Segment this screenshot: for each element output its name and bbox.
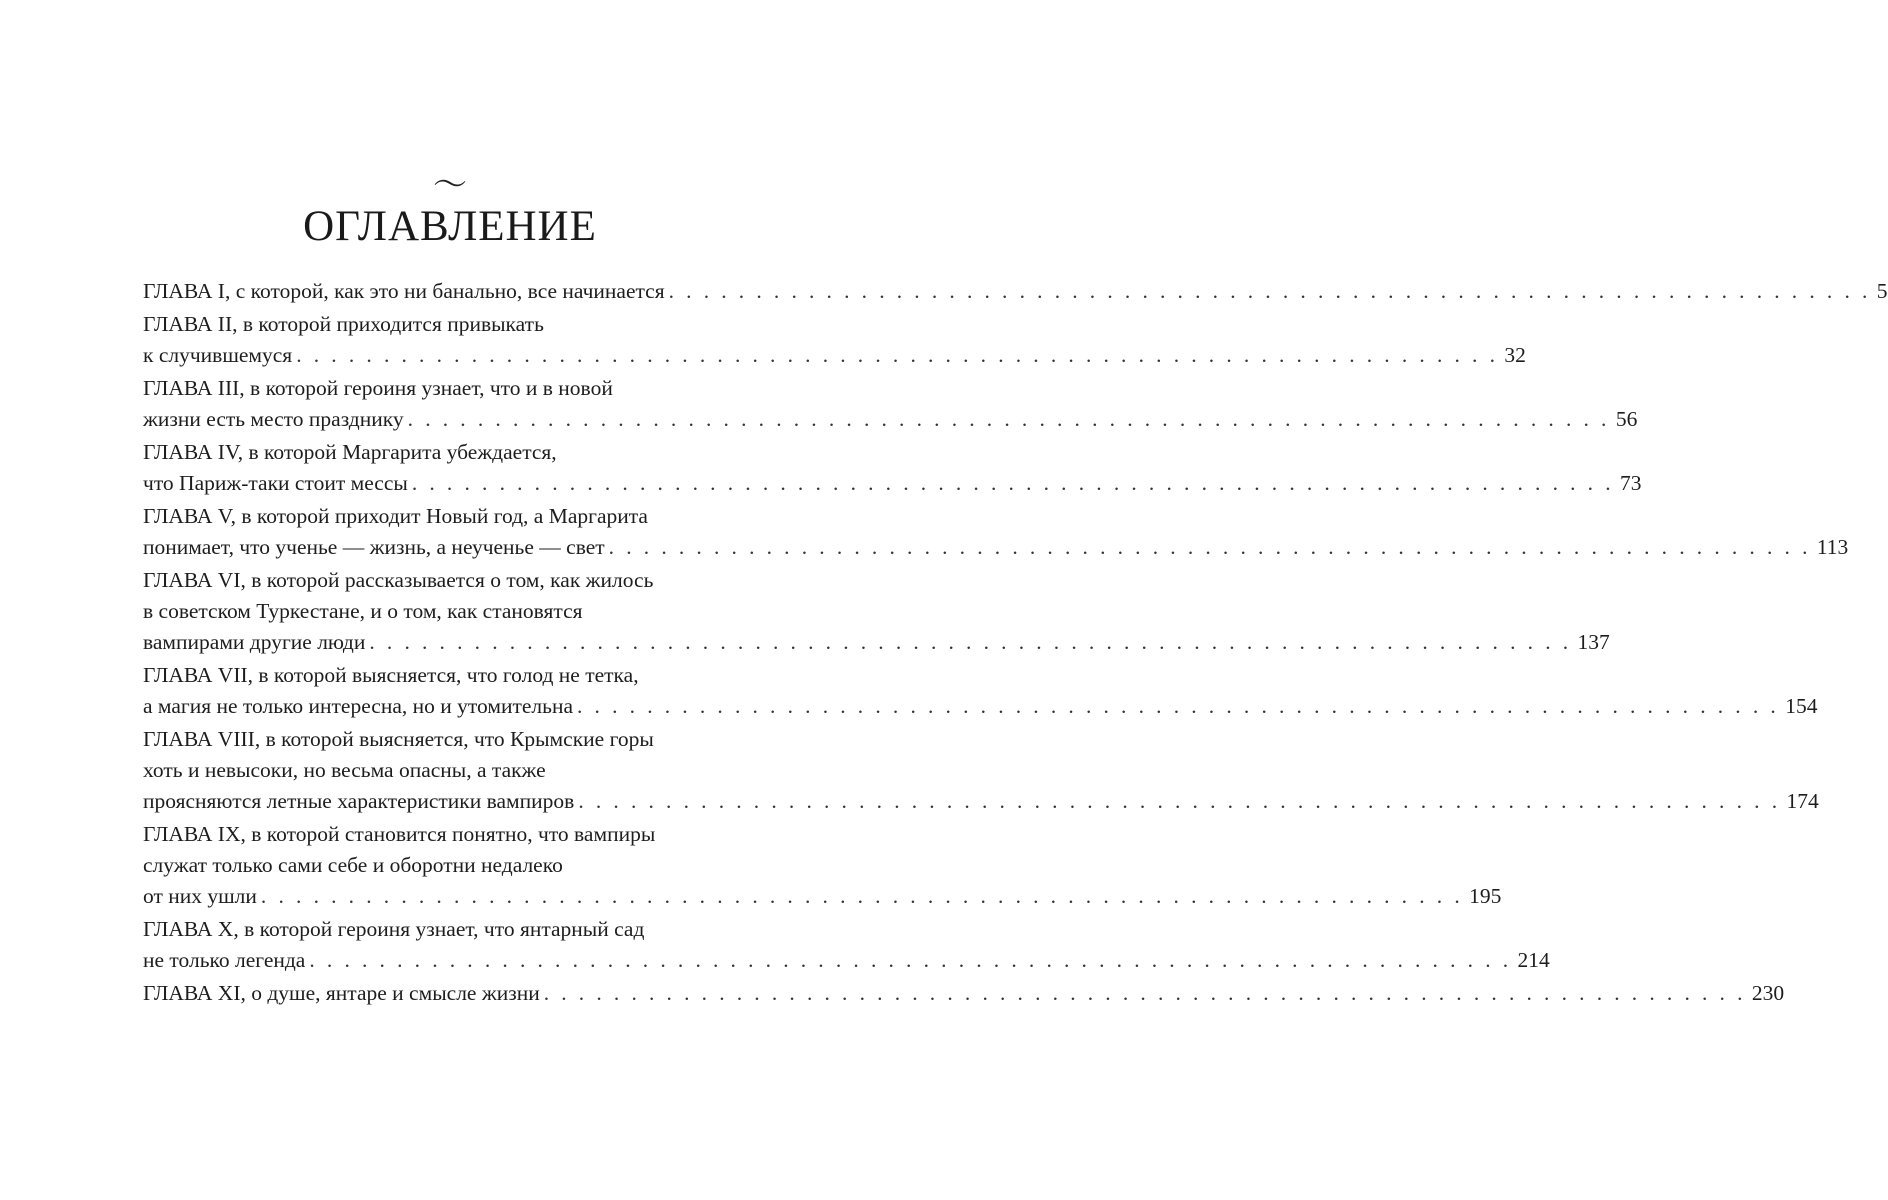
toc-entry-line: от них ушли xyxy=(143,884,257,908)
page-number: 113 xyxy=(1816,535,1849,559)
table-of-contents xyxy=(143,276,1888,1011)
page-number: 73 xyxy=(1620,471,1642,495)
toc-entry xyxy=(143,276,1888,307)
dot-leader: . . . . . . . . . . . . . . . . . . . . . . . . . . . . . . . . . . . . . . . . . . . . . . . . . . . . . . . . . . . . . . . . . . . . . xyxy=(260,884,1464,908)
toc-entry-line: ГЛАВА VII, в которой выясняется, что голод не тетка, xyxy=(143,663,639,687)
toc-entry-last-line xyxy=(143,340,1526,371)
dot-leader: . . . . . . . . . . . . . . . . . . . . . . . . . . . . . . . . . . . . . . . . . . . . . . . . . . . . . . . . . . . . . . . . . . . . . xyxy=(577,694,1780,718)
page-number: 137 xyxy=(1577,630,1610,654)
toc-entry-line: ГЛАВА VIII, в которой выясняется, что Крымские горы xyxy=(143,727,654,751)
dot-leader: . . . . . . . . . . . . . . . . . . . . . . . . . . . . . . . . . . . . . . . . . . . . . . . . . . . . . . . . . . . . . . . . . . . . . xyxy=(407,407,1610,431)
page-number: 56 xyxy=(1615,407,1638,431)
toc-entry xyxy=(143,437,1642,499)
toc-entry-last-line xyxy=(143,404,1638,435)
toc-entry-last-line xyxy=(143,627,1610,658)
toc-entry-line: ГЛАВА IX, в которой становится понятно, что вампиры xyxy=(143,822,656,846)
toc-entry-line: а магия не только интересна, но и утомительна xyxy=(143,694,573,718)
toc-entry-line: служат только сами себе и оборотни недалеко xyxy=(143,853,563,877)
toc-entry xyxy=(143,565,1610,658)
toc-entry-last-line xyxy=(143,691,1818,722)
dot-leader: . . . . . . . . . . . . . . . . . . . . . . . . . . . . . . . . . . . . . . . . . . . . . . . . . . . . . . . . . . . . . . . . . . . . . xyxy=(608,535,1811,559)
page-number: 195 xyxy=(1469,884,1502,908)
toc-entry xyxy=(143,309,1526,371)
tilde-ornament: 〜 xyxy=(433,165,467,205)
toc-entry xyxy=(143,978,1785,1009)
toc-entry-line: ГЛАВА II, в которой приходится привыкать xyxy=(143,312,544,336)
page-number: 5 xyxy=(1876,279,1888,303)
toc-entry-line: хоть и невысоки, но весьма опасны, а также xyxy=(143,758,546,782)
toc-entry xyxy=(143,501,1849,563)
toc-entry-line: жизни есть место празднику xyxy=(143,407,404,431)
toc-entry xyxy=(143,819,1502,912)
dot-leader: . . . . . . . . . . . . . . . . . . . . . . . . . . . . . . . . . . . . . . . . . . . . . . . . . . . . . . . . . . . . . . . . . . . . . xyxy=(668,279,1871,303)
toc-entry-line: ГЛАВА V, в которой приходит Новый год, а Маргарита xyxy=(143,504,648,528)
dot-leader: . . . . . . . . . . . . . . . . . . . . . . . . . . . . . . . . . . . . . . . . . . . . . . . . . . . . . . . . . . . . . . . . . . . . . xyxy=(369,630,1572,654)
page-number: 230 xyxy=(1751,981,1785,1005)
page-number: 154 xyxy=(1785,694,1818,718)
dot-leader: . . . . . . . . . . . . . . . . . . . . . . . . . . . . . . . . . . . . . . . . . . . . . . . . . . . . . . . . . . . . . . . . . . . . . xyxy=(578,789,1781,813)
toc-entry-last-line xyxy=(143,532,1849,563)
toc-entry-line: проясняются летные характеристики вампиров xyxy=(143,789,575,813)
toc-entry-line: понимает, что ученье — жизнь, а неученье — свет xyxy=(143,535,605,559)
page-number: 174 xyxy=(1786,789,1819,813)
toc-entry-line: вампирами другие люди xyxy=(143,630,366,654)
dot-leader: . . . . . . . . . . . . . . . . . . . . . . . . . . . . . . . . . . . . . . . . . . . . . . . . . . . . . . . . . . . . . . . . . . . . . xyxy=(296,343,1499,367)
toc-entry xyxy=(143,373,1638,435)
dot-leader: . . . . . . . . . . . . . . . . . . . . . . . . . . . . . . . . . . . . . . . . . . . . . . . . . . . . . . . . . . . . . . . . . . . . . xyxy=(543,981,1746,1005)
toc-entry-last-line xyxy=(143,881,1502,912)
toc-entry-last-line xyxy=(143,945,1550,976)
toc-entry-line: в советском Туркестане, и о том, как становятся xyxy=(143,599,583,623)
toc-entry-line: ГЛАВА I, с которой, как это ни банально, все начинается xyxy=(143,279,665,303)
toc-entry xyxy=(143,724,1819,817)
toc-entry xyxy=(143,914,1550,976)
toc-entry-last-line xyxy=(143,978,1785,1009)
dot-leader: . . . . . . . . . . . . . . . . . . . . . . . . . . . . . . . . . . . . . . . . . . . . . . . . . . . . . . . . . . . . . . . . . . . . . xyxy=(411,471,1615,495)
page-number: 32 xyxy=(1504,343,1526,367)
toc-entry xyxy=(143,660,1818,722)
toc-entry-last-line xyxy=(143,468,1642,499)
dot-leader: . . . . . . . . . . . . . . . . . . . . . . . . . . . . . . . . . . . . . . . . . . . . . . . . . . . . . . . . . . . . . . . . . . . . . xyxy=(309,948,1512,972)
toc-entry-line: ГЛАВА VI, в которой рассказывается о том, как жилось xyxy=(143,568,654,592)
page-title: ОГЛАВЛЕНИЕ xyxy=(303,203,597,250)
toc-entry-line: к случившемуся xyxy=(143,343,293,367)
toc-entry-line: ГЛАВА XI, о душе, янтаре и смысле жизни xyxy=(143,981,540,1005)
toc-entry-line: что Париж-таки стоит мессы xyxy=(143,471,408,495)
toc-entry-line: ГЛАВА IV, в которой Маргарита убеждается, xyxy=(143,440,557,464)
toc-entry-line: не только легенда xyxy=(143,948,306,972)
toc-entry-last-line xyxy=(143,276,1888,307)
toc-entry-line: ГЛАВА III, в которой героиня узнает, что и в новой xyxy=(143,376,613,400)
page-number: 214 xyxy=(1517,948,1550,972)
toc-entry-last-line xyxy=(143,786,1819,817)
toc-entry-line: ГЛАВА X, в которой героиня узнает, что янтарный сад xyxy=(143,917,645,941)
